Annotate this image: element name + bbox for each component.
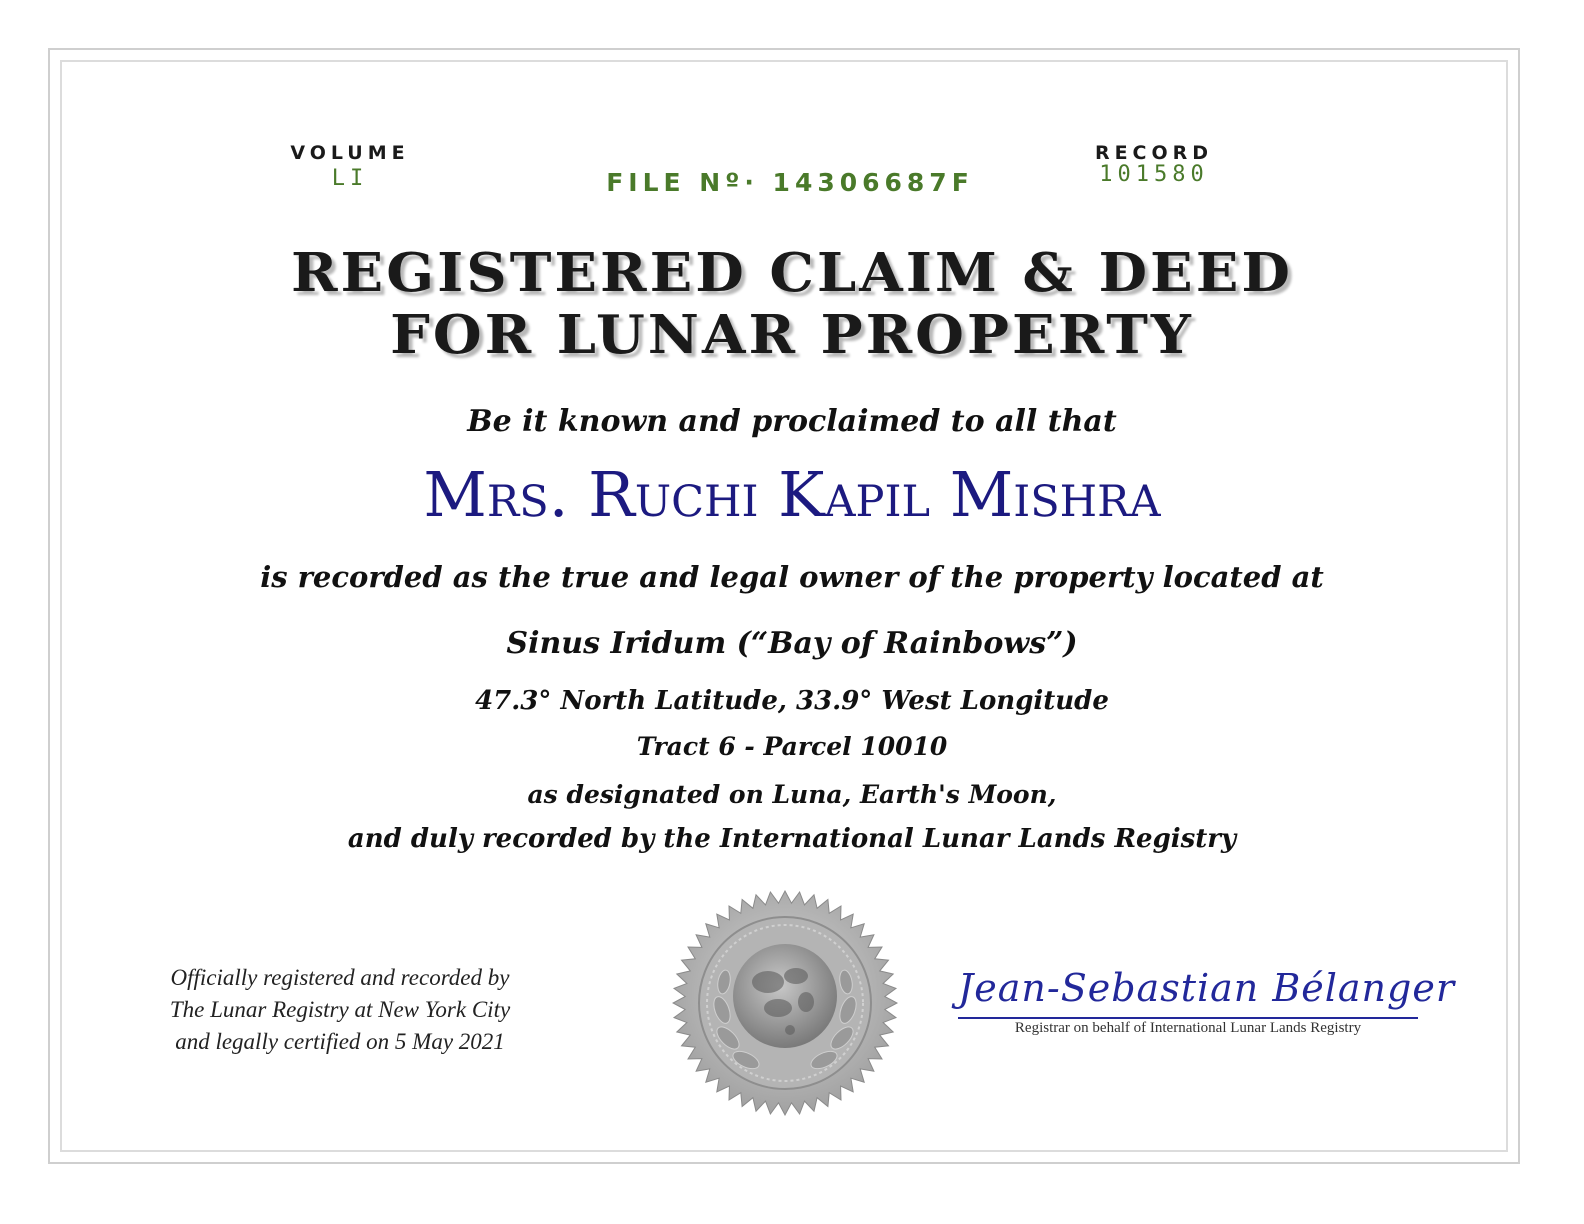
file-number: 14306687F [772,168,974,197]
file-number-line [540,168,1040,197]
designation: as designated on Luna, Earth's Moon, [527,780,1057,809]
registration-note [120,962,560,1058]
tract-parcel: Tract 6 - Parcel 10010 [636,732,948,761]
title-line-2: FOR LUNAR PROPERTY [390,303,1194,367]
owner-name: Mrs. Ruchi Kapil Mishra [423,458,1161,531]
record-value: 101580 [1099,162,1209,187]
registry-statement: and duly recorded by the International Lunar Lands Registry [347,824,1237,854]
registrar-signature: Jean-Sebastian Bélanger [958,966,1455,1010]
registration-line-2: The Lunar Registry at New York City [169,997,511,1022]
file-label: FILE Nº· [606,168,759,197]
property-location: Sinus Iridum (“Bay of Rainbows”) [506,626,1078,661]
title-line-1: REGISTERED CLAIM & DEED [291,241,1293,305]
owner-statement: is recorded as the true and legal owner of the property located at [260,560,1324,594]
record-label: RECORD [1094,142,1214,164]
signature-caption: Registrar on behalf of International Lunar Lands Registry [1014,1020,1362,1036]
moon-seal-icon [672,890,898,1116]
registration-line-3: and legally certified on 5 May 2021 [175,1029,505,1054]
volume-label: VOLUME [290,142,410,164]
coordinates: 47.3° North Latitude, 33.9° West Longitude [475,686,1109,716]
volume-value: LI [331,166,369,191]
signature-line [958,1017,1418,1019]
proclamation: Be it known and proclaimed to all that [467,404,1117,439]
registration-line-1: Officially registered and recorded by [170,965,510,990]
